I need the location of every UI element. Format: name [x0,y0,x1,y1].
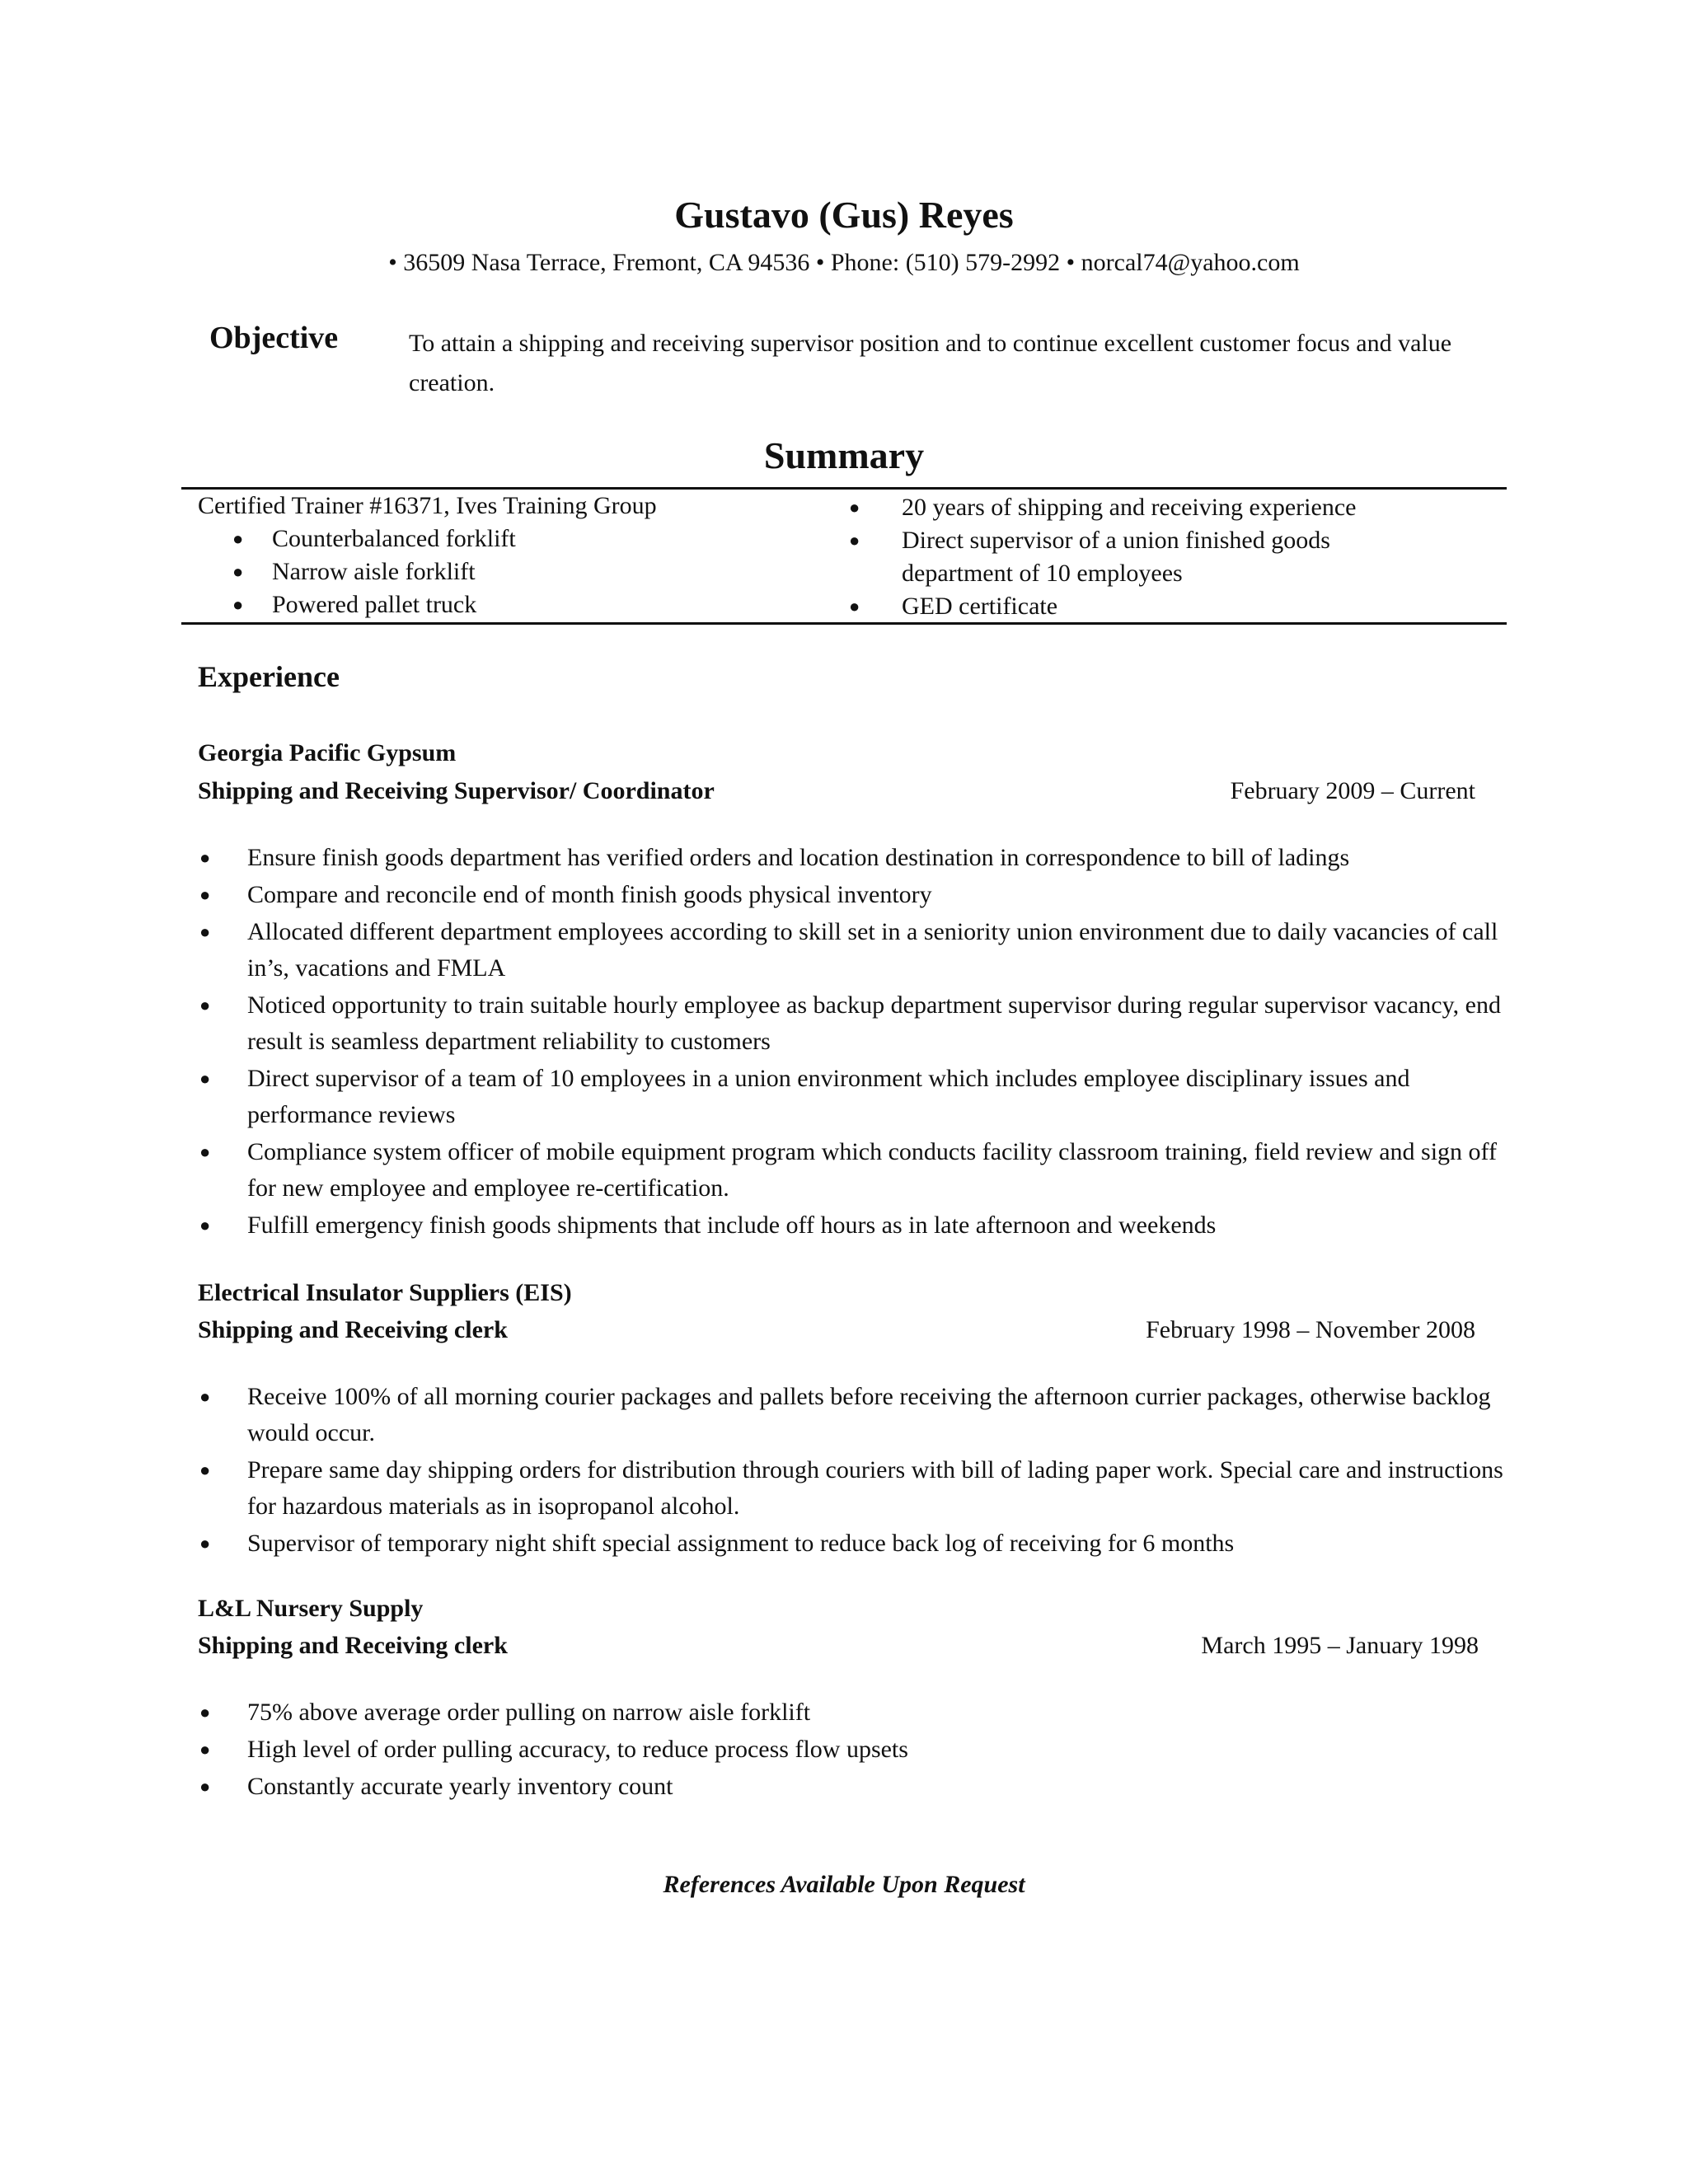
list-item [198,877,1517,913]
bullet-icon: ● [199,1141,211,1162]
list-item-text: 20 years of shipping and receiving experience [902,494,1357,521]
job-title: Shipping and Receiving clerk [198,1632,508,1659]
list-item [198,1379,1517,1451]
objective-text: To attain a shipping and receiving supervisor position and to continue excellent customer focus and value creation. [409,330,1452,396]
company-name: Electrical Insulator Suppliers (EIS) [198,1279,572,1306]
job-title: Shipping and Receiving clerk [198,1316,508,1343]
list-item [849,524,1429,590]
list-item-text: Supervisor of temporary night shift special assignment to reduce back log of receiving for 6 months [247,1530,1235,1557]
references-note: References Available Upon Request [663,1871,1025,1898]
job-duties-list [198,1694,1517,1806]
list-item [198,914,1517,987]
job-duties-list [198,840,1517,1244]
certification-title: Certified Trainer #16371, Ives Training Group [198,492,657,519]
company-name: L&L Nursery Supply [198,1595,424,1622]
summary-bottom-rule [181,622,1507,625]
list-item [198,1452,1517,1525]
list-item-text: GED certificate [902,593,1058,620]
list-item [198,1526,1517,1562]
summary-heading: Summary [763,434,925,476]
list-item [198,588,657,621]
bullet-icon: ● [199,1739,211,1760]
bullet-icon: ● [199,1386,211,1407]
list-item-text: Compare and reconcile end of month finish goods physical inventory [247,881,932,908]
bullet-icon: ● [232,561,244,582]
objective-heading: Objective [209,321,339,355]
job-dates: March 1995 – January 1998 [1201,1632,1479,1659]
bullet-icon: ● [199,884,211,905]
bullet-icon: ● [199,1068,211,1089]
list-item-text: High level of order pulling accuracy, to reduce process flow upsets [247,1736,908,1763]
bullet-icon: ● [199,1533,211,1554]
list-item [198,840,1517,876]
list-item-text: Ensure finish goods department has verified orders and location destination in correspondence to bill of ladings [247,844,1350,871]
list-item-text: Compliance system officer of mobile equipment program which conducts facility classroom training, field review and sign off for new employee and employee re-certification. [247,1138,1497,1202]
list-item [198,555,657,588]
bullet-icon: ● [232,594,244,615]
list-item-text: Counterbalanced forklift [272,525,516,552]
list-item [198,523,657,555]
bullet-icon: ● [849,530,860,551]
list-item [198,1061,1517,1133]
bullet-icon: ● [199,847,211,868]
bullet-icon: ● [199,921,211,942]
job-duties-list [198,1379,1517,1563]
list-item-text: Direct supervisor of a union finished goods department of 10 employees [902,527,1330,587]
list-item-text: 75% above average order pulling on narrow aisle forklift [247,1699,811,1726]
list-item-text: Fulfill emergency finish goods shipments that include off hours as in late afternoon and weekends [247,1212,1217,1239]
summary-left-column [198,490,657,621]
resume-name: Gustavo (Gus) Reyes [674,194,1014,236]
list-item-text: Powered pallet truck [272,591,477,618]
company-name: Georgia Pacific Gypsum [198,739,457,766]
list-item-text: Noticed opportunity to train suitable hourly employee as backup department supervisor during regular supervisor vacancy, end result is seamless department reliability to customers [247,991,1501,1055]
bullet-icon: ● [199,1702,211,1722]
list-item [198,1207,1517,1244]
list-item [198,1134,1517,1207]
certification-list [198,523,657,621]
experience-heading: Experience [198,660,340,693]
bullet-icon: ● [199,1215,211,1235]
bullet-icon: ● [849,497,860,518]
summary-right-column [849,491,1429,623]
bullet-icon: ● [199,1776,211,1797]
list-item-text: Allocated different department employees according to skill set in a seniority union environment due to daily vacancies of call in’s, vacations and FMLA [247,918,1498,982]
job-dates: February 2009 – Current [1230,777,1475,804]
list-item [198,1769,1517,1805]
bullet-icon: ● [232,528,244,549]
summary-highlights-list [849,491,1429,623]
contact-line: • 36509 Nasa Terrace, Fremont, CA 94536 • Phone: (510) 579-2992 • norcal74@yahoo.com [388,249,1300,276]
list-item [849,491,1429,524]
list-item [198,1732,1517,1768]
list-item [849,590,1429,623]
list-item-text: Receive 100% of all morning courier packages and pallets before receiving the afternoon currier packages, otherwise backlog would occur. [247,1383,1491,1446]
list-item-text: Direct supervisor of a team of 10 employees in a union environment which includes employee disciplinary issues and performance reviews [247,1065,1410,1128]
list-item-text: Constantly accurate yearly inventory count [247,1773,673,1800]
job-title: Shipping and Receiving Supervisor/ Coordinator [198,777,715,804]
list-item-text: Prepare same day shipping orders for distribution through couriers with bill of lading paper work. Special care and instructions for hazardous materials as in isopropanol alcohol. [247,1456,1503,1520]
list-item-text: Narrow aisle forklift [272,558,476,585]
bullet-icon: ● [849,596,860,616]
job-dates: February 1998 – November 2008 [1146,1316,1475,1343]
list-item [198,1694,1517,1731]
list-item [198,987,1517,1060]
bullet-icon: ● [199,995,211,1015]
bullet-icon: ● [199,1460,211,1480]
